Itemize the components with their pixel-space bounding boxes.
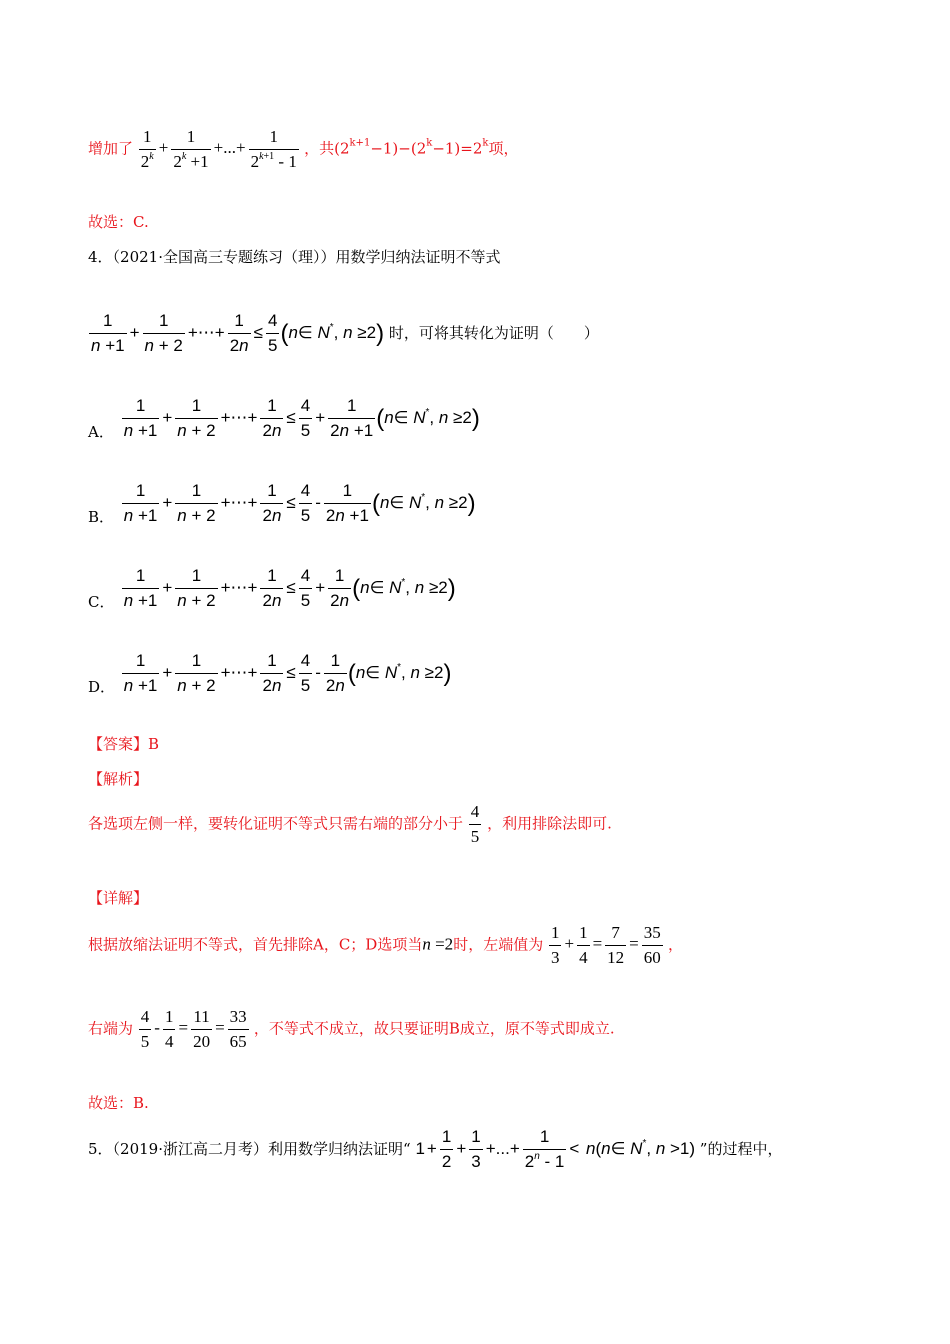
q4-detail-line2 bbox=[88, 1008, 615, 1051]
detail-right-value: $\frac{4}{5}$ - $\frac{1}{4}$ = $\frac{11}{20}$ = $\frac{33}{65}$ bbox=[140, 1007, 247, 1051]
analysis-text-2: ，利用排除法即可. bbox=[487, 814, 612, 833]
detail-text-3: 右端为 bbox=[88, 1019, 134, 1038]
block1-prefix: 增加了 bbox=[88, 139, 134, 158]
option-d-label: D． bbox=[88, 677, 116, 696]
q4-header: 4．（2021·全国高三专题练习（理））用数学归纳法证明不等式 bbox=[88, 248, 501, 266]
block1-mid1: −1)−(2 bbox=[370, 139, 427, 158]
block1-suffix: ，共(2 bbox=[304, 139, 350, 158]
q4-option-a bbox=[88, 397, 480, 442]
option-d-formula: $\frac{1}{n +1}$ + $\frac{1}{n + 2}$ +⋯+ $\frac{1}{2n}$ ≤ $\frac{4}{5}$ - $\frac{1}{2n}$ (n∈ N*, n ≥2) bbox=[123, 651, 452, 695]
q5-header: 5．（2019·浙江高二月考）利用数学归纳法证明“ bbox=[88, 1139, 411, 1158]
q5-formula: 1 + $\frac{1}{2}$ + $\frac{1}{3}$ +...+ $\frac{1}{2^n - 1}$ < n(n∈ N*, n >1) bbox=[415, 1127, 700, 1171]
detail-text-1: 根据放缩法证明不等式，首先排除A，C；D选项当 bbox=[88, 935, 423, 954]
detail-left-value: $\frac{1}{3}$ + $\frac{1}{4}$ = $\frac{7}{12}$ = $\frac{35}{60}$ bbox=[550, 923, 661, 967]
q4-conclusion: 故选：B. bbox=[88, 1094, 149, 1112]
q4-option-c bbox=[88, 567, 456, 612]
option-a-label: A． bbox=[88, 422, 114, 441]
block1-exp2: k bbox=[426, 137, 433, 149]
option-a-formula: $\frac{1}{n +1}$ + $\frac{1}{n + 2}$ +⋯+ $\frac{1}{2n}$ ≤ $\frac{4}{5}$ + $\frac{1}{2n +1}$ (n∈ N*, n ≥2) bbox=[123, 396, 480, 440]
q4-analysis bbox=[88, 803, 612, 846]
block1-exp1: k+1 bbox=[349, 137, 371, 149]
detail-n-eq-2: n =2 bbox=[422, 934, 454, 954]
analysis-fraction: $\frac{4}{5}$ bbox=[470, 802, 480, 846]
q4-stem bbox=[88, 312, 599, 355]
block1-formula: $\frac{1}{2^k}$ + $\frac{1}{2^k +1}$ +...+ $\frac{1}{2^{k+1} - 1}$ bbox=[140, 127, 297, 171]
q4-answer: 【答案】B bbox=[88, 735, 160, 753]
block1-end: 项， bbox=[488, 139, 519, 158]
option-c-formula: $\frac{1}{n +1}$ + $\frac{1}{n + 2}$ +⋯+ $\frac{1}{2n}$ ≤ $\frac{4}{5}$ + $\frac{1}{2n}$ (n∈ N*, n ≥2) bbox=[123, 566, 456, 610]
q4-option-b bbox=[88, 482, 476, 527]
detail-text-4: ，不等式不成立，故只要证明B成立，原不等式即成立. bbox=[253, 1019, 615, 1038]
block1-line bbox=[88, 128, 518, 171]
q5-line bbox=[88, 1128, 782, 1171]
block1-exp3: k bbox=[482, 137, 489, 149]
q4-analysis-title: 【解析】 bbox=[88, 770, 149, 788]
q5-tail: ”的过程中， bbox=[699, 1139, 783, 1158]
option-c-label: C． bbox=[88, 592, 115, 611]
q4-stem-tail: 时，可将其转化为证明（ ） bbox=[388, 323, 599, 342]
answer-c: 故选：C. bbox=[88, 213, 149, 231]
analysis-text-1: 各选项左侧一样，要转化证明不等式只需右端的部分小于 bbox=[88, 814, 464, 833]
option-b-label: B． bbox=[88, 507, 115, 526]
option-b-formula: $\frac{1}{n +1}$ + $\frac{1}{n + 2}$ +⋯+ $\frac{1}{2n}$ ≤ $\frac{4}{5}$ - $\frac{1}{2n +1}$ (n∈ N*, n ≥2) bbox=[123, 481, 476, 525]
q4-detail-line1: 根据放缩法证明不等式，首先排除A，C；D选项当n =2时，左端值为 $\frac{1}{3}$ + $\frac{1}{4}$ = $\frac{7}{12}$ = $\frac{35}{60}$ ， bbox=[88, 923, 684, 967]
q4-detail-title: 【详解】 bbox=[88, 889, 149, 907]
q4-stem-formula: $\frac{1}{n +1}$ + $\frac{1}{n + 2}$ +⋯+ $\frac{1}{2n}$ ≤ $\frac{4}{5}$ (n∈ N*, n ≥2) bbox=[91, 311, 385, 355]
detail-text-2: 时，左端值为 bbox=[453, 935, 544, 954]
block1-mid2: −1)=2 bbox=[432, 139, 483, 158]
q4-option-d bbox=[88, 652, 451, 697]
